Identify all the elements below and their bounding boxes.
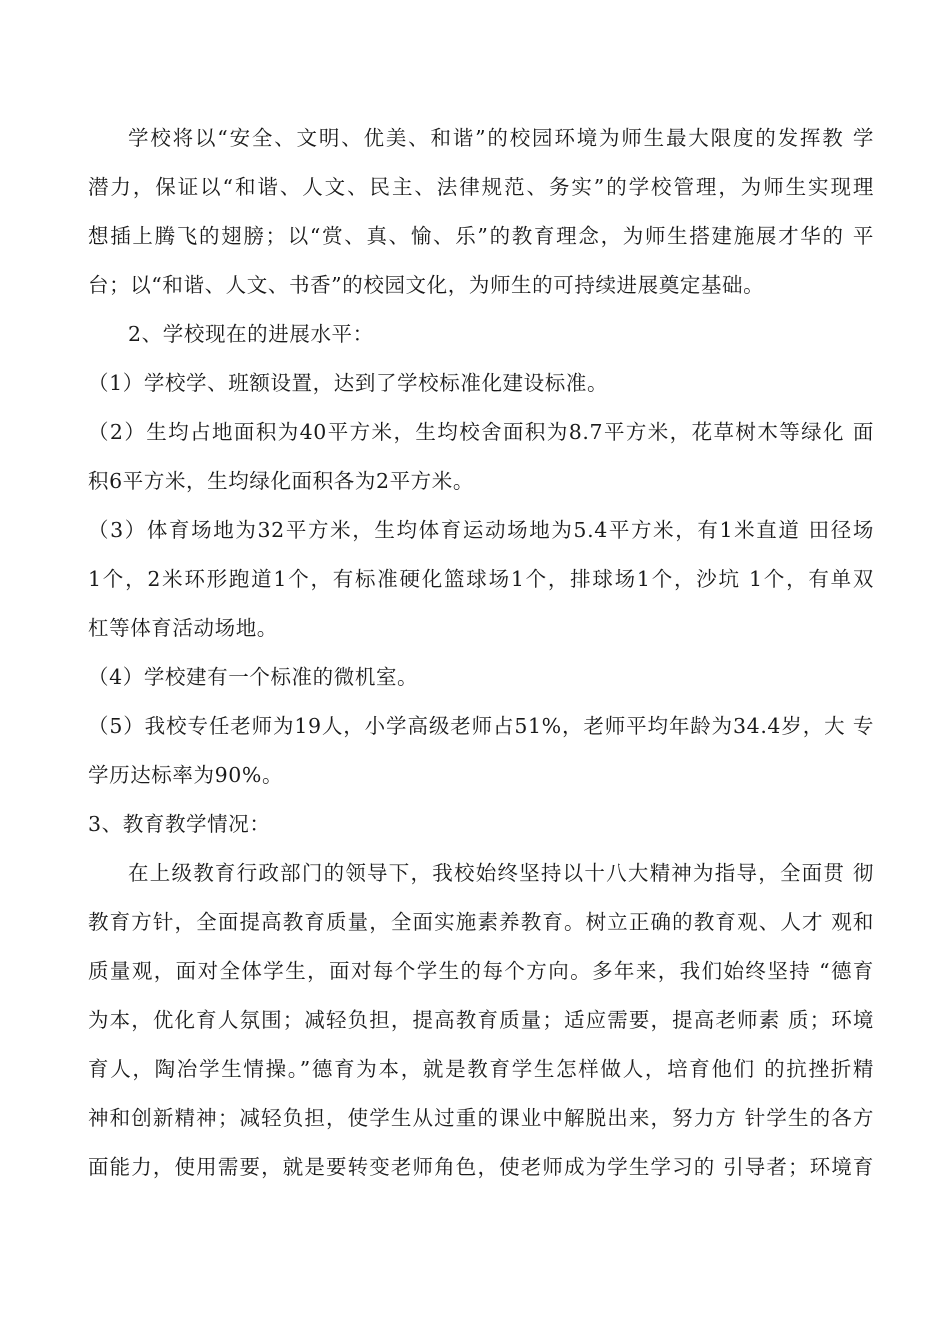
paragraph-line: 学校将以“安全、文明、优美、和谐”的校园环境为师生最大限度的发挥教 学 bbox=[128, 126, 874, 150]
list-item-continuation: 1个，2米环形跑道1个，有标准硬化篮球场1个，排球场1个，沙坑 1个，有单双 bbox=[88, 567, 874, 591]
list-item: （5）我校专任老师为19人，小学高级老师占51%，老师平均年龄为34.4岁，大 专 bbox=[88, 714, 874, 738]
paragraph-line: 为本，优化育人氛围；减轻负担，提高教育质量；适应需要，提高老师素 质；环境 bbox=[88, 1008, 874, 1032]
list-item: （2）生均占地面积为40平方米，生均校舍面积为8.7平方米，花草树木等绿化 面 bbox=[88, 420, 874, 444]
paragraph-line: 想插上腾飞的翅膀；以“赏、真、愉、乐”的教育理念，为师生搭建施展才华的 平 bbox=[88, 224, 874, 248]
paragraph-line: 教育方针，全面提高教育质量，全面实施素养教育。树立正确的教育观、人才 观和 bbox=[88, 910, 874, 934]
paragraph-line: 潜力，保证以“和谐、人文、民主、法律规范、务实”的学校管理，为师生实现理 bbox=[88, 175, 874, 199]
paragraph-line: 在上级教育行政部门的领导下，我校始终坚持以十八大精神为指导，全面贯 彻 bbox=[128, 861, 874, 885]
paragraph-line: 育人，陶冶学生情操。”德育为本，就是教育学生怎样做人，培育他们 的抗挫折精 bbox=[88, 1057, 874, 1081]
paragraph-line: 质量观，面对全体学生，面对每个学生的每个方向。多年来，我们始终坚持 “德育 bbox=[88, 959, 874, 983]
list-item: （1）学校学、班额设置，达到了学校标准化建设标准。 bbox=[88, 371, 609, 395]
list-item: （4）学校建有一个标准的微机室。 bbox=[88, 665, 419, 689]
list-item-continuation: 杠等体育活动场地。 bbox=[88, 616, 278, 640]
paragraph-line: 神和创新精神；减轻负担，使学生从过重的课业中解脱出来，努力方 针学生的各方 bbox=[88, 1106, 874, 1130]
list-item-continuation: 学历达标率为90%。 bbox=[88, 763, 284, 787]
list-item-continuation: 积6平方米，生均绿化面积各为2平方米。 bbox=[88, 469, 474, 493]
section-heading: 2、学校现在的进展水平： bbox=[128, 322, 374, 346]
paragraph-line: 面能力，使用需要，就是要转变老师角色，使老师成为学生学习的 引导者；环境育 bbox=[88, 1155, 874, 1179]
paragraph-line: 台；以“和谐、人文、书香”的校园文化，为师生的可持续进展奠定基础。 bbox=[88, 273, 765, 297]
list-item: （3）体育场地为32平方米，生均体育运动场地为5.4平方米，有1米直道 田径场 bbox=[88, 518, 874, 542]
section-heading: 3、教育教学情况： bbox=[88, 812, 271, 836]
